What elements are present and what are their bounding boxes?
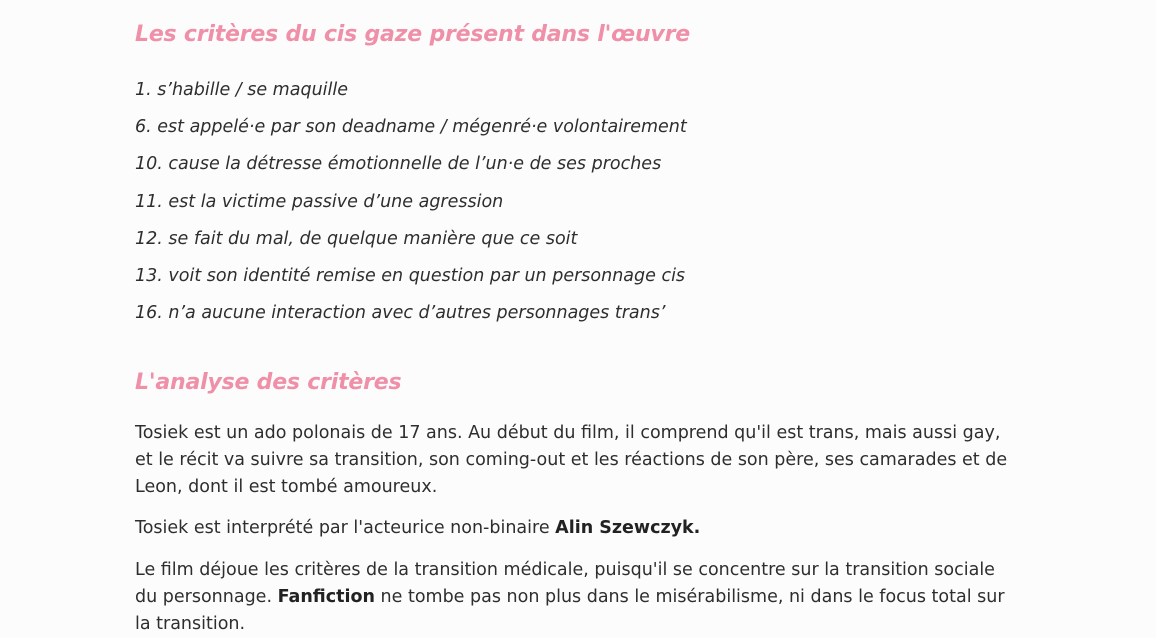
transition-text-end: ne tombe pas non plus dans le misérabilisme, ni dans le focus total sur la transition. (135, 587, 1005, 634)
criteria-item: 6. est appelé·e par son deadname / mégenré·e volontairement (135, 117, 687, 138)
transition-text-start: Le film déjoue les critères de la transition médicale, puisqu'il se concentre sur la transition sociale du personnage. (135, 560, 995, 607)
actor-name: Alin Szewczyk. (555, 518, 701, 538)
actor-text: Tosiek est interprété par l'acteurice non-binaire (135, 518, 556, 538)
criteria-item: 16. n’a aucune interaction avec d’autres personnages trans’ (135, 303, 666, 324)
criteria-heading: Les critères du cis gaze présent dans l'œuvre (135, 22, 690, 47)
criteria-list (135, 78, 687, 338)
analysis-paragraph-transition (135, 557, 1015, 638)
film-title: Fanfiction (277, 587, 375, 607)
analysis-paragraph-intro: Tosiek est un ado polonais de 17 ans. Au début du film, il comprend qu'il est trans, mais aussi gay, et le récit va suivre sa transition, son coming-out et les réactions de son père, ses camarades et de Leon, dont il est tombé amoureux. (135, 423, 1008, 497)
criteria-item: 10. cause la détresse émotionnelle de l’un·e de ses proches (135, 154, 662, 175)
analysis-paragraph-actor (135, 515, 1015, 542)
criteria-item: 11. est la victime passive d’une agression (135, 191, 504, 212)
criteria-item: 12. se fait du mal, de quelque manière que ce soit (135, 228, 578, 249)
analysis-heading: L'analyse des critères (135, 370, 402, 395)
criteria-item: 1. s’habille / se maquille (135, 80, 349, 100)
criteria-item: 13. voit son identité remise en question par un personnage cis (135, 265, 686, 286)
